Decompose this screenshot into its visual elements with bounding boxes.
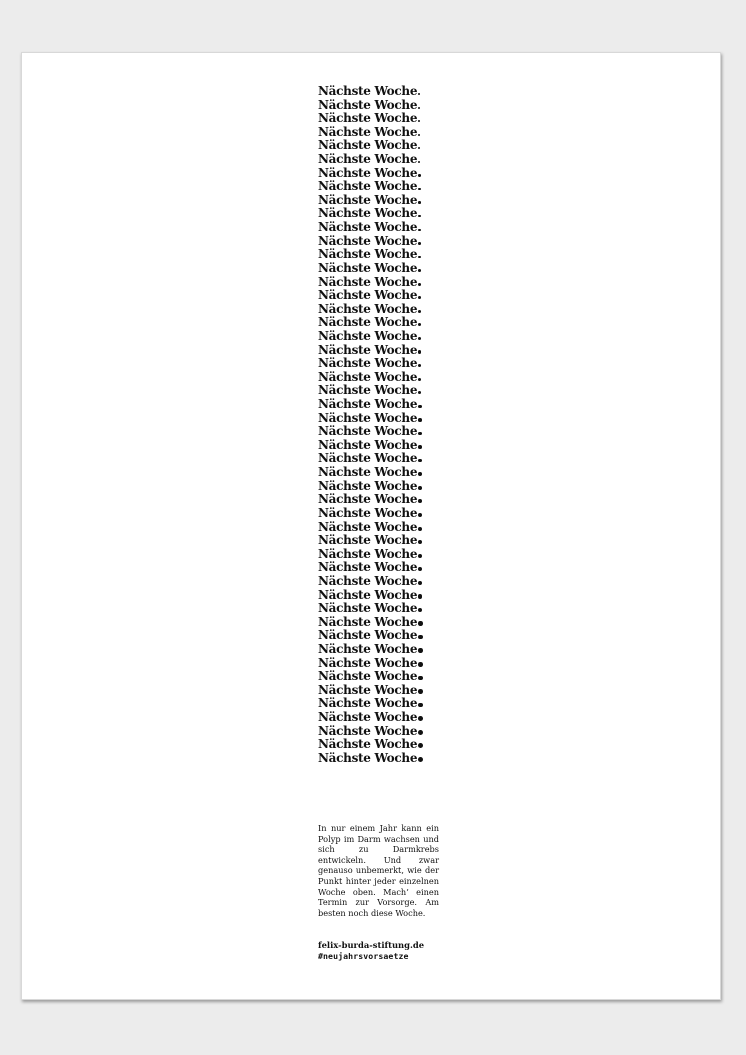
headline-line: [318, 207, 458, 221]
headline-text: Nächste Woche: [318, 505, 418, 520]
headline-dot: [418, 405, 421, 408]
headline-line: [318, 643, 458, 657]
headline-dot: [418, 730, 423, 735]
headline-text: Nächste Woche: [318, 383, 418, 398]
headline-text: Nächste Woche: [318, 328, 418, 343]
headline-dot: [418, 513, 422, 517]
headline-line: [318, 153, 458, 167]
body-copy: [318, 823, 439, 918]
headline-dot: [418, 310, 421, 313]
headline-text: Nächste Woche: [318, 192, 418, 207]
headline-line: [318, 548, 458, 562]
headline-text: Nächste Woche: [318, 641, 418, 656]
headline-line: [318, 493, 458, 507]
headline-line: [318, 99, 458, 113]
headline-text: Nächste Woche: [318, 478, 418, 493]
headline-line: [318, 126, 458, 140]
headline-text: Nächste Woche: [318, 97, 418, 112]
headline-line: [318, 167, 458, 181]
headline-line: [318, 534, 458, 548]
headline-text: Nächste Woche: [318, 519, 418, 534]
headline-text: Nächste Woche: [318, 546, 418, 561]
headline-line: [318, 384, 458, 398]
headline-dot: [418, 648, 423, 653]
headline-text: Nächste Woche: [318, 288, 418, 303]
headline-dot: [418, 229, 421, 232]
headline-text: Nächste Woche: [318, 274, 418, 289]
headline-line: [318, 398, 458, 412]
headline-line: [318, 725, 458, 739]
headline-dot: [418, 134, 420, 136]
headline-dot: [418, 716, 423, 721]
headline-line: [318, 194, 458, 208]
headline-dot: [418, 608, 422, 612]
headline-line: [318, 466, 458, 480]
headline-text: Nächste Woche: [318, 655, 418, 670]
body-paragraph: In nur einem Jahr kann ein Polyp im Darm wachsen und sich zu Darmkrebs entwickeln. Und zwar genauso unbemerkt, wie der Punkt hinter jeder einzelnen Woche oben. Mach’ einen Termin zur Vorsorge. Am besten noch diese Woche.: [318, 823, 439, 918]
headline-dot: [418, 676, 423, 681]
headline-line: [318, 629, 458, 643]
headline-line: [318, 507, 458, 521]
headline-dot: [418, 337, 421, 340]
headline-line: [318, 452, 458, 466]
headline-text: Nächste Woche: [318, 356, 418, 371]
headline-dot: [418, 188, 420, 190]
headline-text: Nächste Woche: [318, 315, 418, 330]
headline-text: Nächste Woche: [318, 138, 418, 153]
headline-dot: [418, 689, 423, 694]
headline-dot: [418, 486, 422, 490]
headline-dot: [418, 635, 422, 639]
headline-text: Nächste Woche: [318, 152, 418, 167]
headline-line: [318, 112, 458, 126]
headline-text: Nächste Woche: [318, 369, 418, 384]
headline-dot: [418, 594, 422, 598]
headline-line: [318, 480, 458, 494]
headline-line: [318, 235, 458, 249]
headline-dot: [418, 757, 423, 762]
headline-text: Nächste Woche: [318, 84, 418, 98]
headline-text: Nächste Woche: [318, 437, 418, 452]
headline-text: Nächste Woche: [318, 111, 418, 126]
headline-text: Nächste Woche: [318, 165, 418, 180]
headline-line: [318, 371, 458, 385]
headline-dot: [418, 120, 420, 122]
headline-dot: [418, 147, 420, 149]
headline-line: [318, 262, 458, 276]
headline-line: [318, 316, 458, 330]
headline-line: [318, 575, 458, 589]
headline-text: Nächste Woche: [318, 301, 418, 316]
headline-line: [318, 670, 458, 684]
headline-line: [318, 248, 458, 262]
headline-line: [318, 602, 458, 616]
poster: [21, 52, 721, 1000]
headline-text: Nächste Woche: [318, 601, 418, 616]
headline-dot: [418, 364, 421, 367]
headline-dot: [418, 703, 423, 708]
headline-dot: [418, 472, 422, 476]
headline-dot: [418, 242, 421, 245]
headline-text: Nächste Woche: [318, 342, 418, 357]
headline-text: Nächste Woche: [318, 669, 418, 684]
headline-text: Nächste Woche: [318, 247, 418, 262]
headline-text: Nächste Woche: [318, 710, 418, 725]
headline-dot: [418, 174, 420, 176]
headline-text: Nächste Woche: [318, 533, 418, 548]
headline-dot: [418, 215, 421, 218]
headline-line: [318, 344, 458, 358]
headline-text: Nächste Woche: [318, 560, 418, 575]
headline-line: [318, 425, 458, 439]
headline-text: Nächste Woche: [318, 233, 418, 248]
headline-dot: [418, 581, 422, 585]
headline-text: Nächste Woche: [318, 179, 418, 194]
headline-text: Nächste Woche: [318, 397, 418, 412]
headline-dot: [418, 256, 421, 259]
headline-line: [318, 738, 458, 752]
headline-dot: [418, 499, 422, 503]
headline-text: Nächste Woche: [318, 723, 418, 738]
headline-line: [318, 589, 458, 603]
headline-text: Nächste Woche: [318, 682, 418, 697]
headline-dot: [418, 107, 420, 109]
headline-text: Nächste Woche: [318, 614, 418, 629]
headline-line: [318, 561, 458, 575]
headline-line: [318, 439, 458, 453]
headline-dot: [418, 323, 421, 326]
hashtag-text: #neujahrsvorsaetze: [318, 951, 409, 961]
headline-line: [318, 616, 458, 630]
headline-text: Nächste Woche: [318, 696, 418, 711]
headline-text: Nächste Woche: [318, 424, 418, 439]
headline-line: [318, 412, 458, 426]
headline-text: Nächste Woche: [318, 573, 418, 588]
headline-dot: [418, 93, 420, 95]
headline-dot: [418, 527, 422, 531]
headline-dot: [418, 283, 421, 286]
headline-text: Nächste Woche: [318, 492, 418, 507]
headline-line: [318, 330, 458, 344]
headline-dot: [418, 743, 423, 748]
headline-text: Nächste Woche: [318, 628, 418, 643]
headline-line: [318, 711, 458, 725]
headline-dot: [418, 161, 420, 163]
headline-text: Nächste Woche: [318, 260, 418, 275]
headline-dot: [418, 201, 421, 204]
headline-stack: [318, 85, 458, 765]
headline-dot: [418, 621, 422, 625]
headline-text: Nächste Woche: [318, 750, 418, 765]
headline-dot: [418, 269, 421, 272]
headline-text: Nächste Woche: [318, 410, 418, 425]
headline-dot: [418, 540, 422, 544]
headline-dot: [418, 418, 422, 422]
headline-dot: [418, 350, 421, 353]
headline-dot: [418, 432, 422, 436]
headline-line: [318, 276, 458, 290]
website-text: felix-burda-stiftung.de: [318, 940, 425, 950]
headline-dot: [418, 445, 422, 449]
headline-text: Nächste Woche: [318, 220, 418, 235]
headline-dot: [418, 662, 423, 667]
headline-line: [318, 684, 458, 698]
headline-line: [318, 303, 458, 317]
headline-text: Nächste Woche: [318, 737, 418, 752]
headline-dot: [418, 378, 421, 381]
headline-text: Nächste Woche: [318, 206, 418, 221]
headline-dot: [418, 567, 422, 571]
headline-line: [318, 357, 458, 371]
headline-line: [318, 180, 458, 194]
headline-line: [318, 752, 458, 766]
headline-line: [318, 221, 458, 235]
headline-text: Nächste Woche: [318, 465, 418, 480]
headline-dot: [418, 391, 421, 394]
headline-line: [318, 657, 458, 671]
headline-dot: [418, 296, 421, 299]
headline-dot: [418, 554, 422, 558]
headline-text: Nächste Woche: [318, 451, 418, 466]
headline-text: Nächste Woche: [318, 124, 418, 139]
headline-line: [318, 139, 458, 153]
headline-dot: [418, 459, 422, 463]
headline-line: [318, 521, 458, 535]
headline-line: [318, 697, 458, 711]
headline-line: [318, 289, 458, 303]
headline-text: Nächste Woche: [318, 587, 418, 602]
headline-line: [318, 85, 458, 99]
